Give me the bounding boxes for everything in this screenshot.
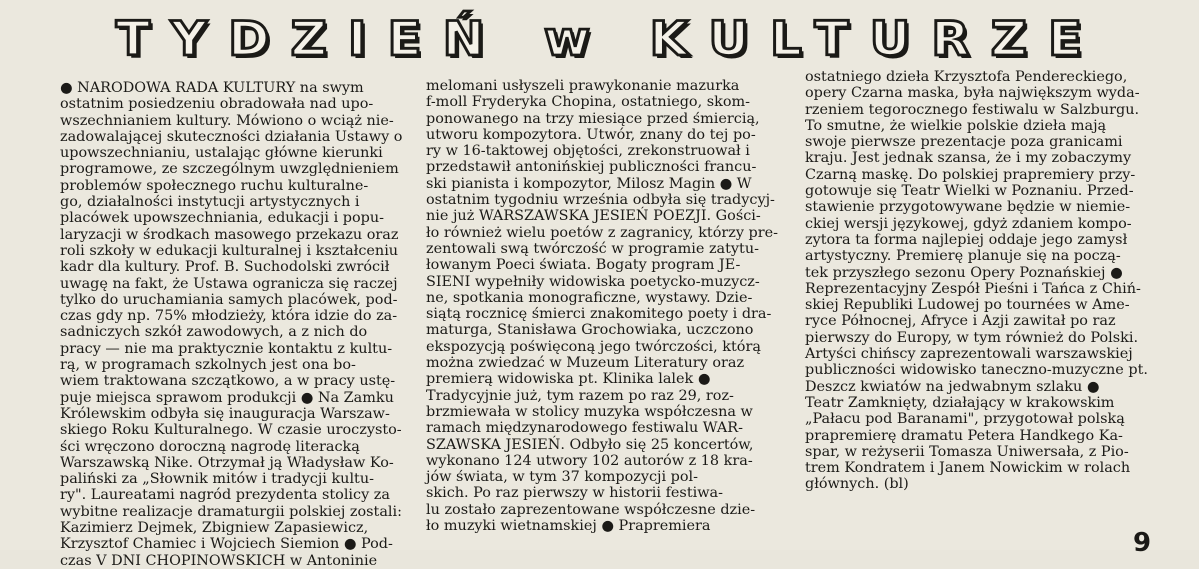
text-line: roli szkoły w edukacji kulturalnej i kształceniu xyxy=(60,242,399,259)
article-column-2 xyxy=(426,78,782,540)
text-line: problemów społecznego ruchu kulturalne- xyxy=(60,177,369,194)
text-line: ło również wielu poetów z zagranicy, którzy pre- xyxy=(426,224,779,241)
text-line: „Pałacu pod Baranami", przygotował polską xyxy=(805,411,1125,428)
text-line: spar, w reżyserii Tomasza Uniwersała, z Pio- xyxy=(805,443,1129,460)
text-line: ekspozycją poświęconą jego twórczości, którą xyxy=(426,338,761,355)
text-line: jów świata, w tym 37 kompozycji pol- xyxy=(426,469,698,486)
text-line: kraju. Jest jednak szansa, że i my zobaczymy xyxy=(805,150,1132,167)
text-line: pracy — nie ma praktycznie kontaktu z kultu- xyxy=(60,340,393,357)
section-title: TYDZIEŃ w KULTURZE xyxy=(115,11,1104,67)
text-line: czas gdy np. 75% młodzieży, która idzie do za- xyxy=(60,308,398,325)
text-line: ckiej wersji językowej, gdyż zdaniem kompo- xyxy=(805,215,1132,232)
text-line: ry". Laureatami nagród prezydenta stolicy za xyxy=(60,487,390,504)
text-line: Reprezentacyjny Zespół Pieśni i Tańca z Chiń- xyxy=(805,280,1141,297)
text-line: ści wręczono doroczną nagrodę literacką xyxy=(60,438,360,455)
text-line: f-moll Fryderyka Chopina, ostatniego, skom- xyxy=(426,94,751,111)
text-line: sadniczych szkół zawodowych, a z nich do xyxy=(60,324,368,341)
text-line: SIENI wypełniły widowiska poetycko-muzycz- xyxy=(426,273,760,290)
text-line: go, działalności instytucji artystycznych i xyxy=(60,194,360,211)
text-line: Artyści chińscy zaprezentowali warszawskiej xyxy=(805,346,1133,363)
text-line: Deszcz kwiatów na jedwabnym szlaku ● xyxy=(805,378,1100,395)
text-line: opery Czarna maska, była największym wyda- xyxy=(805,85,1140,102)
text-line: ● NARODOWA RADA KULTURY na swym xyxy=(60,80,364,96)
text-line: tylko do uruchamiania samych placówek, pod- xyxy=(60,291,398,308)
text-line: wykonano 124 utwory 102 autorów z 18 kra- xyxy=(426,452,753,469)
text-line: ostatniego dzieła Krzysztofa Pendereckiego, xyxy=(805,69,1128,85)
text-line: zytora ta forma najlepiej oddaje jego zamysł xyxy=(805,231,1128,248)
text-line: rą, w programach szkolnych jest ona bo- xyxy=(60,357,356,374)
text-line: przedstawił antonińskiej publiczności francu- xyxy=(426,159,757,176)
text-line: tek przyszłego sezonu Opery Poznańskiej ● xyxy=(805,264,1123,281)
text-line: ramach międzynarodowego festiwalu WAR- xyxy=(426,420,743,437)
text-line: uwagę na fakt, że Ustawa ogranicza się raczej xyxy=(60,275,398,292)
text-line: Kazimierz Dejmek, Zbigniew Zapasiewicz, xyxy=(60,520,369,537)
article-column-3 xyxy=(805,69,1157,531)
text-line: Krzysztof Chamiec i Wojciech Siemion ● Pod- xyxy=(60,536,393,553)
text-line: programowe, ze szczególnym uwzględnieniem xyxy=(60,161,399,178)
text-line: Królewskim odbyła się inauguracja Warszaw- xyxy=(60,405,390,422)
text-line: SZAWSKA JESIEŃ. Odbyło się 25 koncertów, xyxy=(426,436,754,453)
text-line: upowszechnianiu, ustalając główne kierunki xyxy=(60,145,383,162)
text-line: ło muzyki wietnamskiej ● Prapremiera xyxy=(426,518,711,535)
text-line: artystyczny. Premierę planuje się na począ- xyxy=(805,248,1121,265)
text-line: gotowuje się Teatr Wielki w Poznaniu. Przed- xyxy=(805,183,1134,200)
text-line: łowanym Poeci świata. Bogaty program JE- xyxy=(426,257,741,274)
text-line: ry w 16-taktowej objętości, zrekonstruował i xyxy=(426,143,750,160)
text-line: ostatnim posiedzeniu obradowała nad upo- xyxy=(60,96,374,113)
text-line: maturga, Stanisława Grochowiaka, uczczono xyxy=(426,322,754,339)
text-line: Warszawską Nike. Otrzymał ją Władysław Ko- xyxy=(60,454,394,471)
text-line: paliński za „Słownik mitów i tradycji kultu- xyxy=(60,471,374,488)
text-line: można zwiedzać w Muzeum Literatury oraz xyxy=(426,355,745,372)
text-line: zadowalającej skuteczności działania Ustawy o xyxy=(60,128,403,145)
text-line: nie już WARSZAWSKA JESIEŃ POEZJI. Gości- xyxy=(426,208,761,225)
text-line: zentowali swą twórczość w programie zatytu- xyxy=(426,240,759,257)
text-line: Tradycyjnie już, tym razem po raz 29, roz- xyxy=(426,387,734,404)
text-line: skiego Roku Kulturalnego. W czasie uroczysto- xyxy=(60,422,402,439)
text-line: skiej Republiki Ludowej po tournées w Ame- xyxy=(805,297,1130,314)
text-line: ponowanego na trzy miesiące przed śmiercią, xyxy=(426,110,760,127)
text-line: ryce Północnej, Afryce i Azji zawitał po raz xyxy=(805,313,1116,330)
text-line: To smutne, że wielkie polskie dzieła mają xyxy=(805,117,1107,134)
text-line: melomani usłyszeli prawykonanie mazurka xyxy=(426,78,740,94)
masthead xyxy=(0,0,1199,78)
text-line: Teatr Zamknięty, działający w krakowskim xyxy=(805,394,1115,411)
text-line: swoje pierwsze prezentacje poza granicami xyxy=(805,134,1123,151)
text-line: siątą rocznicę śmierci znakomitego poety i dra- xyxy=(426,306,772,323)
text-line: publiczności widowisko taneczno-muzyczne pt. xyxy=(805,362,1148,379)
text-line: lu zostało zaprezentowane współczesne dzie- xyxy=(426,501,756,518)
text-line: wiem traktowana szczątkowo, a w pracy ustę- xyxy=(60,373,396,390)
text-line: pierwszy do Europy, w tym również do Polski. xyxy=(805,329,1139,346)
text-line: rzeniem tegorocznego festiwalu w Salzburgu. xyxy=(805,101,1140,118)
text-line: ne, spotkania monograficzne, wystawy. Dzie- xyxy=(426,289,753,306)
text-line: placówek upowszechniania, edukacji i popu- xyxy=(60,210,384,227)
text-line: ostatnim tygodniu września odbyła się tradycyj- xyxy=(426,192,775,209)
text-line: głównych. (bl) xyxy=(805,476,909,493)
text-line: kadr dla kultury. Prof. B. Suchodolski zwrócił xyxy=(60,259,390,276)
text-line: Czarną maskę. Do polskiej prapremiery przy- xyxy=(805,166,1136,183)
page-number: 9 xyxy=(1133,528,1152,558)
text-line: laryzacji w środkach masowego przekazu oraz xyxy=(60,226,399,243)
article-column-1 xyxy=(60,80,404,569)
text-line: wszechnianiem kultury. Mówiono o wciąż nie- xyxy=(60,112,394,129)
text-line: czas V DNI CHOPINOWSKICH w Antoninie xyxy=(60,552,378,569)
text-line: skich. Po raz pierwszy w historii festiwa- xyxy=(426,485,723,502)
text-line: trem Kondratem i Janem Nowickim w rolach xyxy=(805,460,1131,477)
text-line: premierą widowiska pt. Klinika lalek ● xyxy=(426,371,711,388)
text-line: prapremierę dramatu Petera Handkego Ka- xyxy=(805,427,1123,444)
text-line: stawienie przygotowywane będzie w niemie- xyxy=(805,199,1131,216)
text-line: ski pianista i kompozytor, Milosz Magin ● W xyxy=(426,175,752,192)
text-line: wybitne realizacje dramaturgii polskiej zostali: xyxy=(60,503,402,520)
text-line: utworu kompozytora. Utwór, znany do tej po- xyxy=(426,126,756,143)
text-line: puje miejsca sprawom produkcji ● Na Zamku xyxy=(60,389,394,406)
text-line: brzmiewała w stolicy muzyka współczesna w xyxy=(426,403,753,420)
